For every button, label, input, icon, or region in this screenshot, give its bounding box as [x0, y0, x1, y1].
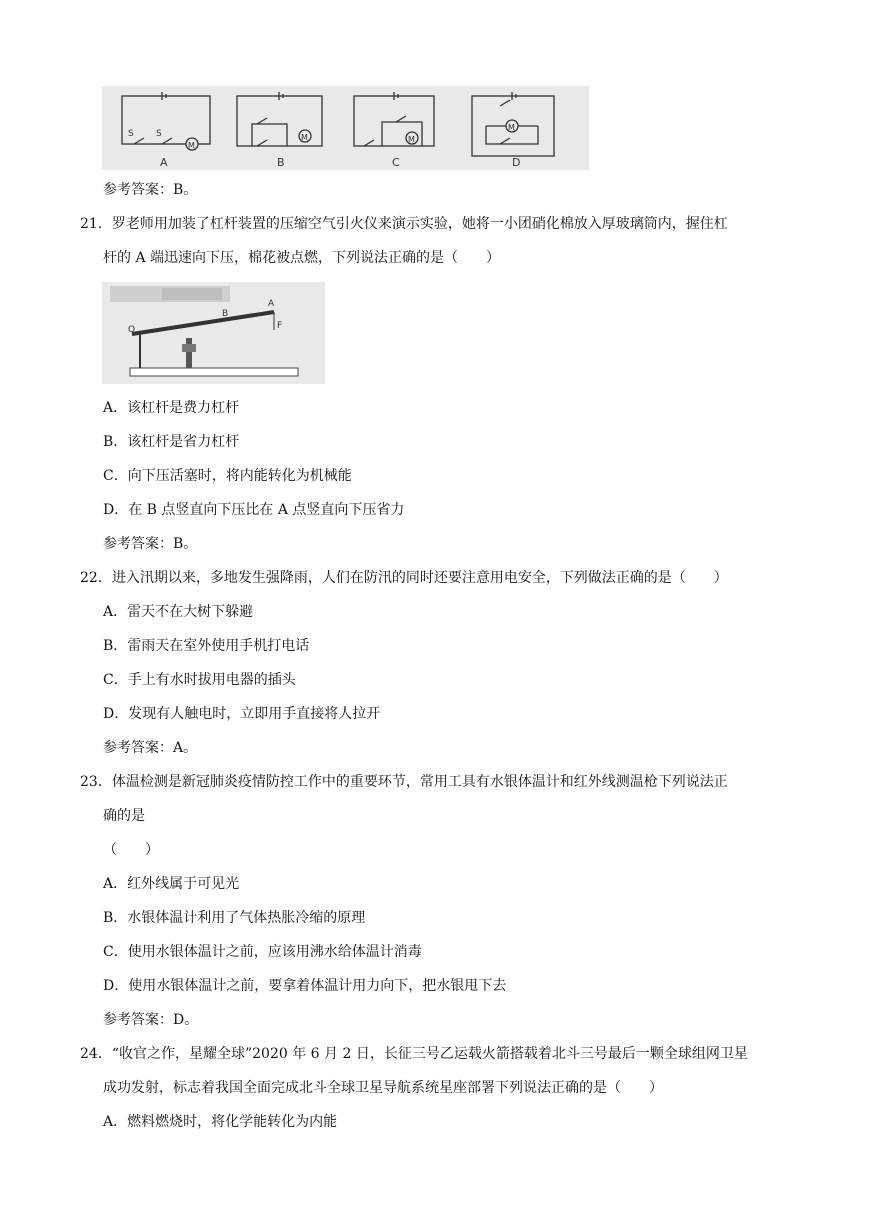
lever-label-o: O [128, 325, 136, 335]
answer-q22: 参考答案：A。 [103, 740, 198, 756]
circuit-switch-label: S [128, 129, 134, 139]
circuit-motor-label: M [508, 123, 515, 132]
q21-stem-line2: 杆的 A 端迅速向下压，棉花被点燃，下列说法正确的是（ ） [103, 250, 501, 266]
lever-label-b: B [222, 309, 229, 319]
circuit-diagrams-svg [102, 86, 589, 170]
q23-option-b: B．水银体温计利用了气体热胀冷缩的原理 [103, 910, 366, 926]
q22-option-c: C．手上有水时拔用电器的插头 [103, 672, 296, 688]
q22-option-b: B．雷雨天在室外使用手机打电话 [103, 638, 310, 654]
q22-option-d: D．发现有人触电时，立即用手直接将人拉开 [103, 706, 381, 722]
q21-option-c: C．向下压活塞时，将内能转化为机械能 [103, 468, 352, 484]
circuit-motor-label: M [408, 135, 415, 144]
q23-stem-line3: （ ） [103, 842, 159, 858]
answer-q20: 参考答案：B。 [103, 182, 198, 198]
q22-stem: 22．进入汛期以来，多地发生强降雨，人们在防汛的同时还要注意用电安全，下列做法正确的是（ ） [80, 570, 728, 586]
circuit-label-b: B [277, 156, 285, 169]
q23-stem-line1: 23．体温检测是新冠肺炎疫情防控工作中的重要环节，常用工具有水银体温计和红外线测温枪下列说法正 [80, 774, 728, 790]
circuit-switch-label: S [156, 129, 162, 139]
q23-option-a: A．红外线属于可见光 [103, 876, 240, 892]
circuit-diagrams-figure [102, 86, 589, 170]
circuit-motor-label: M [301, 133, 308, 142]
q24-option-a: A．燃料燃烧时，将化学能转化为内能 [103, 1114, 338, 1130]
q21-option-b: B．该杠杆是省力杠杆 [103, 434, 240, 450]
q21-option-a: A．该杠杆是费力杠杆 [103, 400, 240, 416]
q21-option-d: D．在 B 点竖直向下压比在 A 点竖直向下压省力 [103, 502, 405, 518]
lever-svg [102, 282, 325, 384]
q24-stem-line2: 成功发射，标志着我国全面完成北斗全球卫星导航系统星座部署下列说法正确的是（ ） [103, 1080, 663, 1096]
answer-q21: 参考答案：B。 [103, 536, 198, 552]
lever-label-f: F [277, 321, 283, 331]
q23-option-d: D．使用水银体温计之前，要拿着体温计用力向下，把水银甩下去 [103, 978, 507, 994]
circuit-label-c: C [392, 156, 400, 169]
lever-label-a: A [268, 299, 275, 309]
circuit-motor-label: M [188, 141, 195, 150]
q21-stem-line1: 21．罗老师用加装了杠杆装置的压缩空气引火仪来演示实验，她将一小团硝化棉放入厚玻璃筒内，握住杠 [80, 216, 728, 232]
answer-q23: 参考答案：D。 [103, 1012, 199, 1028]
circuit-label-d: D [512, 156, 521, 169]
q23-stem-line2: 确的是 [103, 808, 145, 824]
lever-figure [102, 282, 325, 384]
q22-option-a: A．雷天不在大树下躲避 [103, 604, 254, 620]
circuit-label-a: A [160, 156, 168, 169]
q23-option-c: C．使用水银体温计之前，应该用沸水给体温计消毒 [103, 944, 422, 960]
q24-stem-line1: 24．“收官之作，星耀全球”2020 年 6 月 2 日，长征三号乙运载火箭搭载着北斗三号最后一颗全球组网卫星 [80, 1046, 748, 1062]
